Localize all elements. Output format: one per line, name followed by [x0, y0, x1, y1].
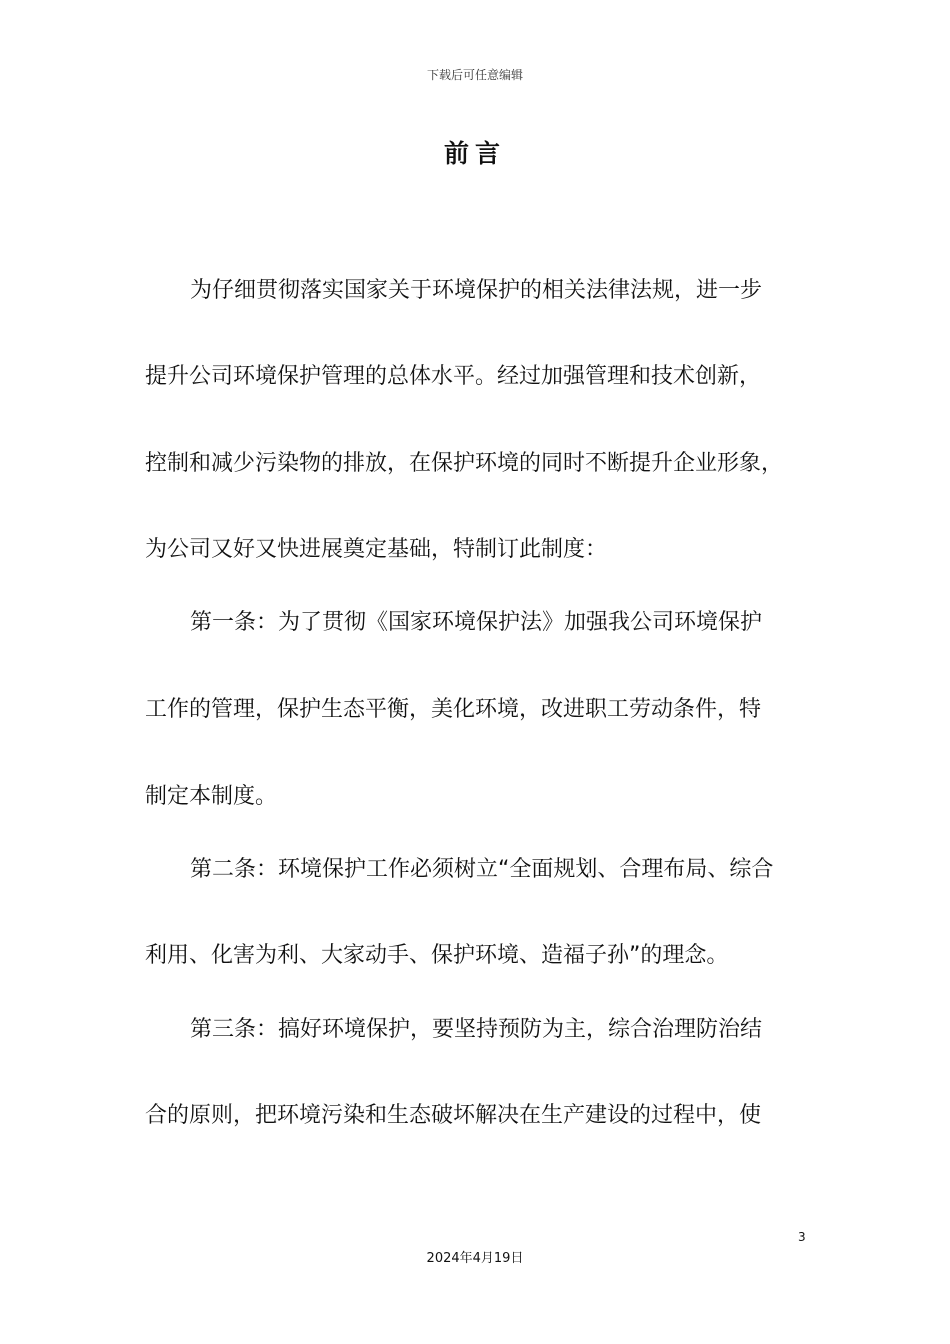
footer-date: 2024年4月19日: [426, 1251, 524, 1266]
body-line: 利用、化害为利、大家动手、保护环境、造福子孙”的理念。: [145, 943, 729, 968]
body-line: 为公司又好又快进展奠定基础，特制订此制度：: [145, 537, 608, 562]
body-line: 制定本制度。: [145, 784, 278, 809]
body-line: 控制和减少污染物的排放，在保护环境的同时不断提升企业形象，: [145, 451, 784, 476]
body-line: 合的原则，把环境污染和生态破坏解决在生产建设的过程中，使: [145, 1103, 762, 1128]
body-line: 工作的管理，保护生态平衡，美化环境，改进职工劳动条件，特: [145, 697, 762, 722]
header-note: 下载后可任意编辑: [426, 68, 523, 82]
page-number: 3: [798, 1230, 806, 1244]
body-line: 第二条：环境保护工作必须树立“全面规划、合理布局、综合: [190, 857, 774, 882]
body-line: 提升公司环境保护管理的总体水平。经过加强管理和技术创新，: [145, 364, 762, 389]
body-line: 为仔细贯彻落实国家关于环境保护的相关法律法规，进一步: [190, 278, 763, 303]
body-line: 第三条：搞好环境保护，要坚持预防为主，综合治理防治结: [190, 1017, 763, 1042]
page-title: 前言: [443, 139, 506, 168]
body-line: 第一条：为了贯彻《国家环境保护法》加强我公司环境保护: [190, 610, 763, 635]
